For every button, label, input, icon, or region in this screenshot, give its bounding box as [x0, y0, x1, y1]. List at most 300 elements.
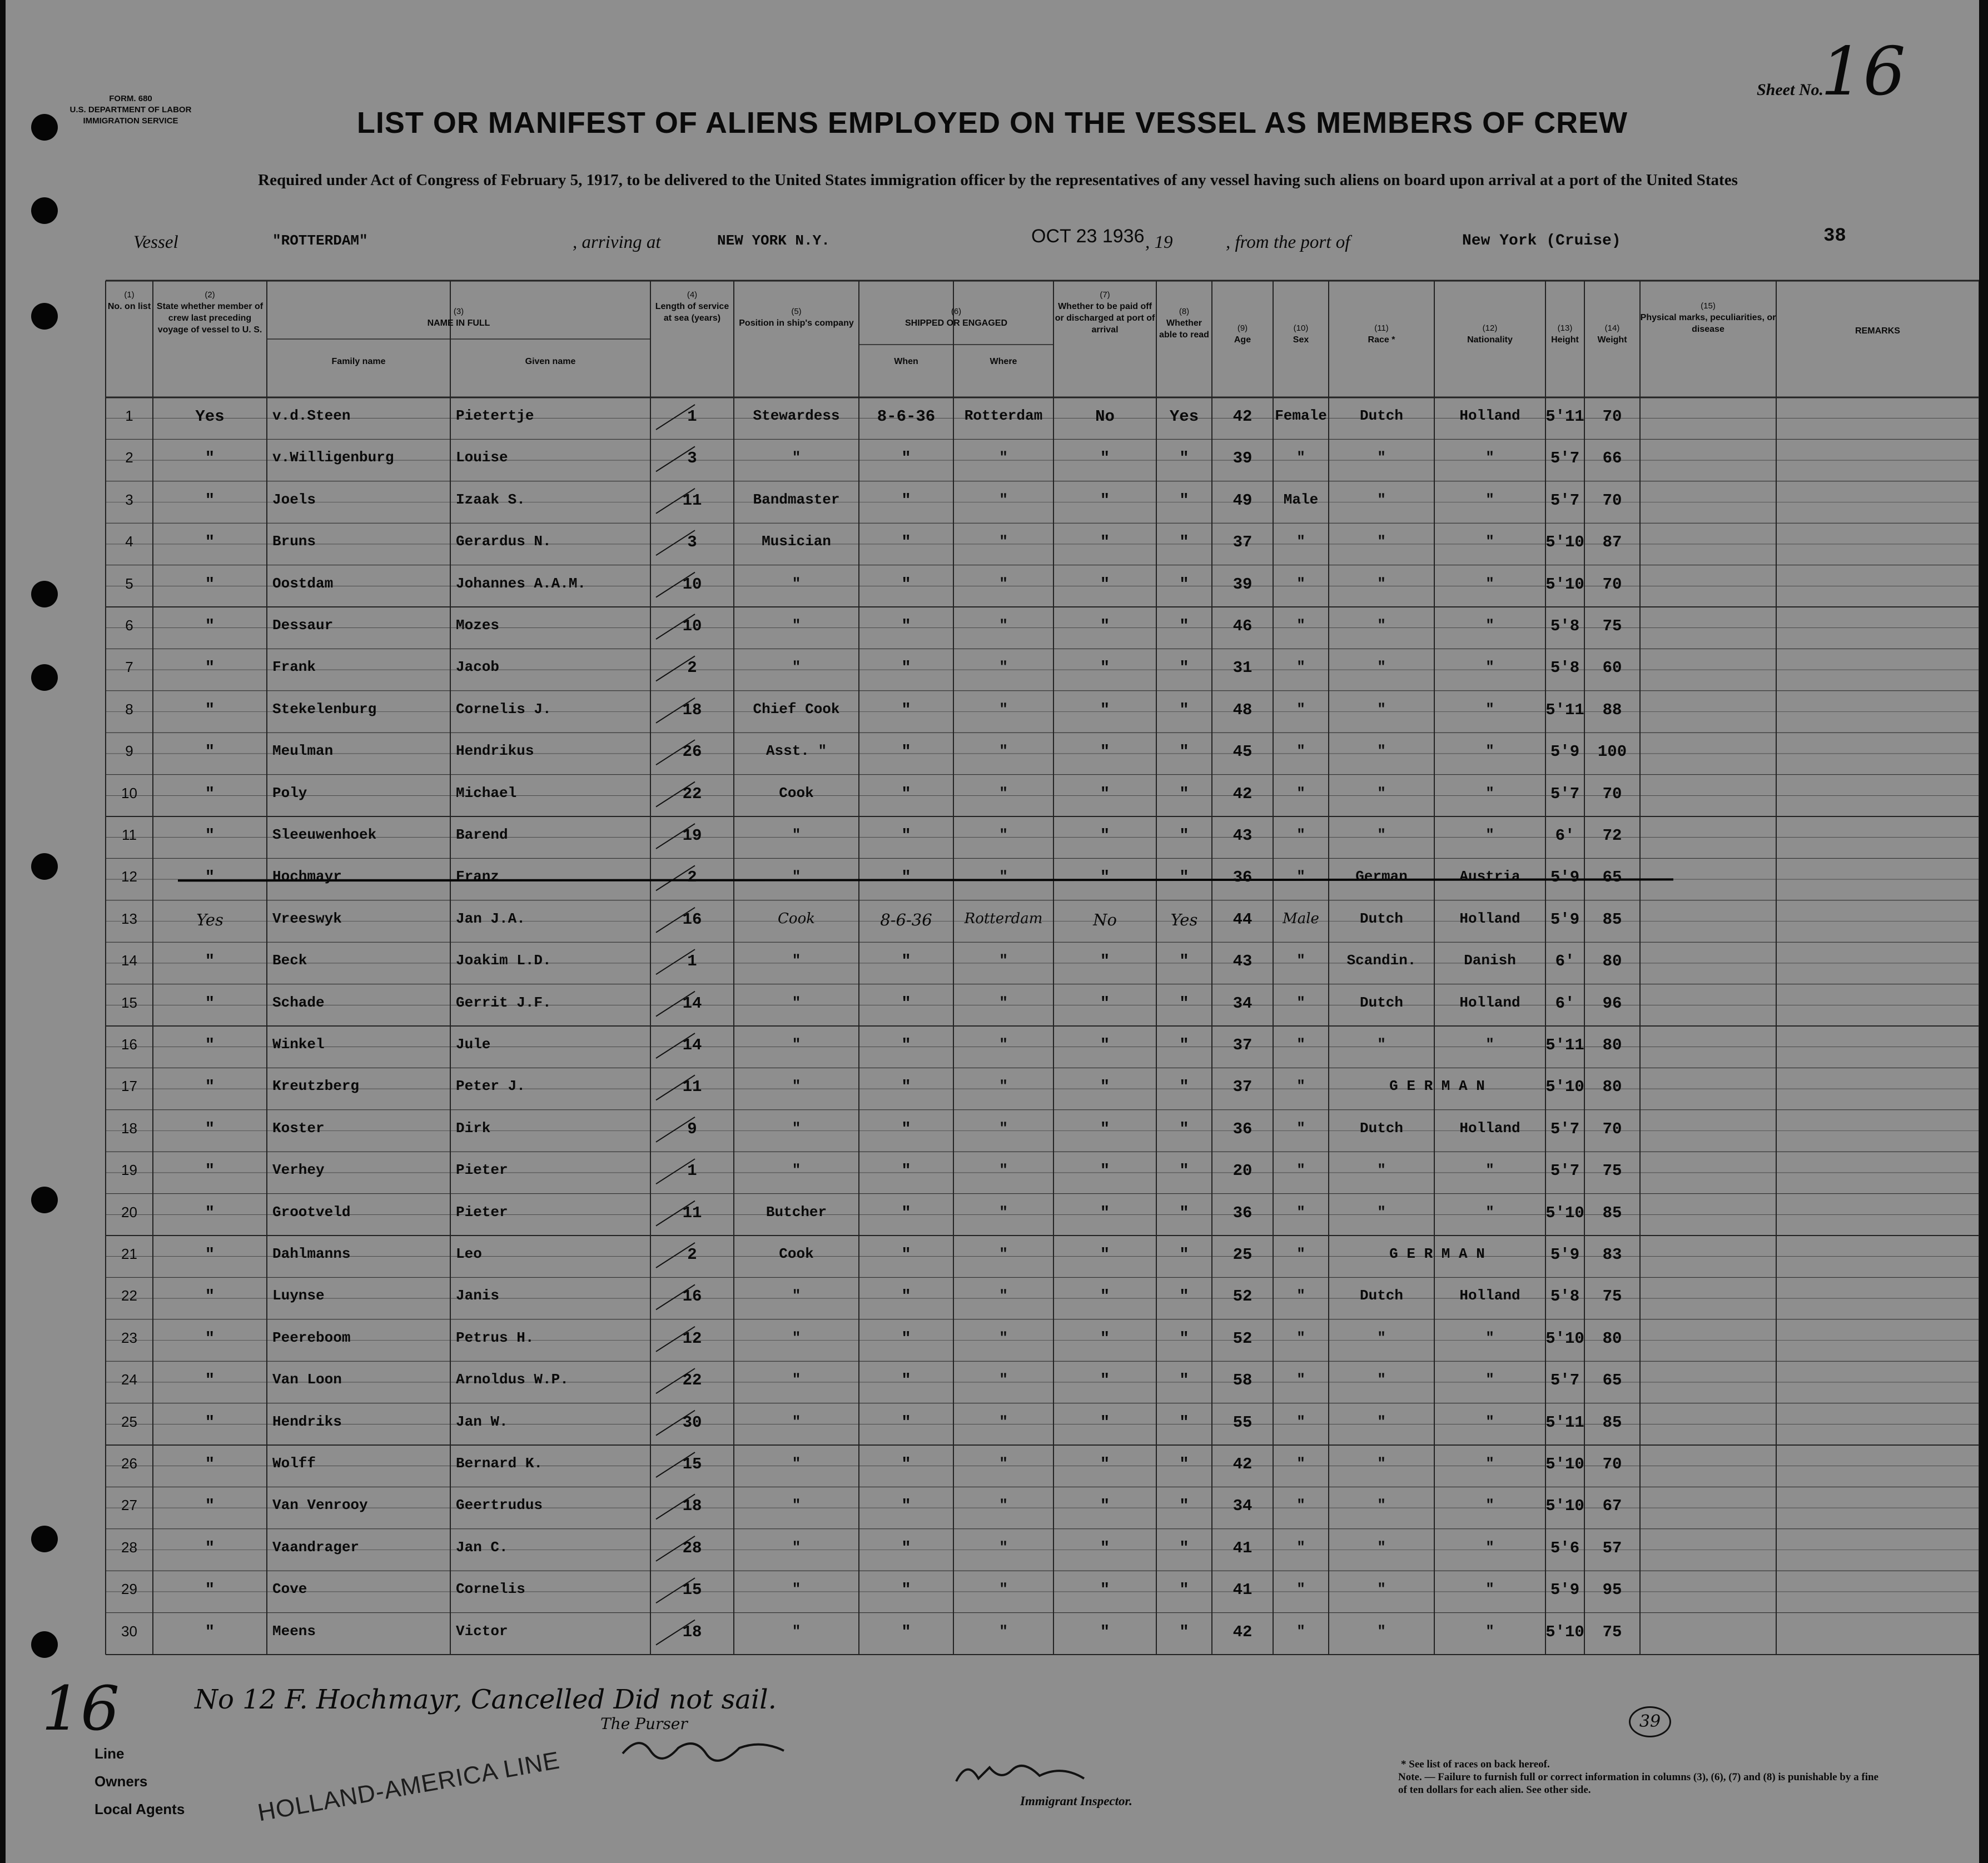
position: "	[792, 952, 801, 969]
column-number: (8)	[1179, 307, 1190, 316]
column-header	[106, 289, 153, 312]
given-name: Johannes A.A.M.	[456, 575, 587, 592]
shipped-where: "	[999, 575, 1008, 592]
column-title: When	[894, 357, 918, 366]
given-name: Joakim L.D.	[456, 952, 551, 969]
row-number: 12	[121, 868, 137, 885]
column-header	[267, 356, 450, 367]
row-number: 27	[121, 1497, 137, 1514]
paid-off: "	[1100, 491, 1110, 510]
shipped-when: "	[901, 1455, 911, 1473]
shipped-when: "	[901, 1119, 911, 1138]
row-number: 4	[125, 533, 133, 550]
family-name: Dahlmanns	[272, 1246, 351, 1262]
shipped-where: "	[999, 700, 1008, 718]
age: 41	[1232, 1538, 1253, 1557]
race: "	[1377, 743, 1386, 760]
family-name: v.d.Steen	[272, 407, 351, 424]
purser-label: The Purser	[600, 1715, 688, 1733]
row-number: 19	[121, 1162, 137, 1179]
sex: "	[1296, 1119, 1305, 1137]
given-name: Gerrit J.F.	[456, 994, 551, 1011]
height: 5'10	[1545, 1622, 1584, 1641]
sex: "	[1296, 1329, 1305, 1346]
shipped-when: "	[901, 1329, 911, 1348]
family-name: Cove	[272, 1581, 307, 1598]
column-number: (7)	[1100, 290, 1110, 300]
nationality: "	[1485, 1329, 1494, 1346]
given-name: Izaak S.	[456, 491, 525, 508]
shipped-where: "	[999, 1287, 1008, 1304]
given-name: Hendrikus	[456, 743, 534, 760]
paid-off: "	[1100, 994, 1110, 1013]
shipped-where: Rotterdam	[964, 407, 1043, 424]
able-to-read: "	[1179, 952, 1189, 971]
column-number: (10)	[1293, 323, 1309, 333]
height: 6'	[1555, 826, 1575, 845]
nationality: "	[1485, 1581, 1494, 1598]
race: "	[1377, 700, 1386, 718]
column-header	[1584, 322, 1640, 346]
previous-voyage: "	[205, 617, 215, 635]
arriving-port: NEW YORK N.Y.	[717, 232, 830, 249]
shipped-when: "	[901, 1162, 911, 1180]
page-subtitle: Required under Act of Congress of February 5, 1917, to be delivered to the United States immigration officer by the representatives of any vessel having such aliens on board upon arrival at a port of the United States	[258, 171, 1738, 189]
previous-voyage: "	[205, 1538, 215, 1557]
paid-off: "	[1100, 700, 1110, 719]
family-name: Meulman	[272, 743, 334, 760]
able-to-read: "	[1179, 826, 1189, 845]
sex: "	[1296, 533, 1305, 550]
shipped-when: "	[901, 1078, 911, 1097]
height: 5'10	[1545, 1329, 1584, 1348]
position: "	[792, 1036, 801, 1053]
column-header	[1212, 322, 1273, 346]
family-name: Koster	[272, 1119, 325, 1137]
able-to-read: "	[1179, 533, 1189, 552]
nationality: "	[1485, 784, 1494, 801]
race: Dutch	[1359, 1287, 1403, 1304]
column-header	[734, 306, 859, 329]
nationality: "	[1485, 743, 1494, 760]
height: 5'9	[1550, 868, 1580, 887]
position: "	[792, 1119, 801, 1137]
weight: 70	[1602, 575, 1622, 594]
previous-voyage: "	[205, 533, 215, 552]
arrival-date-stamp: OCT 23 1936	[1031, 226, 1145, 247]
family-name: Hendriks	[272, 1413, 342, 1430]
row-number: 15	[121, 994, 137, 1011]
height: 5'7	[1550, 449, 1580, 468]
position: "	[792, 868, 801, 885]
age: 49	[1232, 491, 1253, 510]
previous-voyage: "	[205, 743, 215, 761]
shipped-where: "	[999, 1497, 1008, 1514]
shipped-when: "	[901, 659, 911, 678]
owners-label: Owners	[95, 1773, 148, 1790]
shipped-when: "	[901, 826, 911, 845]
race: "	[1377, 575, 1386, 592]
margin-number: 16	[42, 1673, 120, 1744]
sheet-number: 16	[1821, 33, 1906, 111]
shipped-when: 8-6-36	[877, 407, 936, 426]
previous-voyage: "	[205, 1246, 215, 1264]
age: 34	[1232, 1497, 1253, 1516]
purser-signature	[617, 1731, 795, 1765]
nationality: Danish	[1464, 952, 1516, 969]
sex: "	[1296, 1162, 1305, 1179]
race: "	[1377, 1162, 1386, 1179]
position: "	[792, 1413, 801, 1430]
sex: "	[1296, 1078, 1305, 1095]
paid-off: "	[1100, 1246, 1110, 1264]
column-number: (15)	[1701, 301, 1716, 311]
given-name: Geertrudus	[456, 1497, 543, 1514]
age: 46	[1232, 617, 1253, 635]
paid-off: "	[1100, 449, 1110, 468]
shipped-where: "	[999, 994, 1008, 1011]
column-title: Where	[990, 357, 1017, 366]
given-name: Louise	[456, 449, 508, 466]
sex: "	[1296, 868, 1305, 885]
given-name: Dirk	[456, 1119, 491, 1137]
weight: 70	[1602, 491, 1622, 510]
column-title: Family name	[331, 357, 386, 366]
shipped-where: "	[999, 1455, 1008, 1472]
family-name: Vaandrager	[272, 1538, 360, 1556]
able-to-read: "	[1179, 1203, 1189, 1222]
service-label: IMMIGRATION SERVICE	[83, 116, 178, 126]
nationality: "	[1485, 1371, 1494, 1388]
height: 5'7	[1550, 491, 1580, 510]
shipped-when: "	[901, 1371, 911, 1390]
position: "	[792, 1538, 801, 1556]
row-number: 23	[121, 1329, 137, 1346]
paid-off: No	[1093, 910, 1117, 929]
sex: "	[1296, 784, 1305, 801]
column-header	[1545, 322, 1584, 346]
paid-off: "	[1100, 1162, 1110, 1180]
row-number: 20	[121, 1203, 137, 1221]
column-header	[1329, 322, 1434, 346]
weight: 67	[1602, 1497, 1622, 1516]
given-name: Cornelis J.	[456, 700, 551, 718]
able-to-read: "	[1179, 1246, 1189, 1264]
sex: "	[1296, 1371, 1305, 1388]
column-title: REMARKS	[1855, 326, 1900, 336]
able-to-read: "	[1179, 1078, 1189, 1097]
weight: 75	[1602, 1622, 1622, 1641]
column-title: State whether member of crew last preceding voyage of vessel to U. S.	[156, 302, 264, 335]
nationality: "	[1485, 826, 1494, 843]
position: "	[792, 1078, 801, 1095]
height: 5'9	[1550, 743, 1580, 761]
nationality: "	[1485, 1413, 1494, 1430]
column-header	[650, 289, 734, 324]
nationality: Holland	[1459, 1119, 1520, 1137]
given-name: Bernard K.	[456, 1455, 543, 1472]
height: 5'11	[1545, 1036, 1584, 1054]
column-header	[1776, 325, 1979, 337]
paid-off: "	[1100, 743, 1110, 761]
column-title: Length of service at sea (years)	[655, 302, 729, 323]
given-name: Barend	[456, 826, 508, 843]
given-name: Michael	[456, 784, 517, 801]
year-label: , 19	[1145, 232, 1173, 252]
column-header	[859, 306, 1053, 329]
previous-voyage: "	[205, 1203, 215, 1222]
position: "	[792, 826, 801, 843]
column-number: (14)	[1604, 323, 1620, 333]
position: "	[792, 1581, 801, 1598]
age: 44	[1232, 910, 1253, 929]
weight: 80	[1602, 1036, 1622, 1054]
line-label: Line	[95, 1745, 125, 1762]
shipped-when: "	[901, 994, 911, 1013]
previous-voyage: "	[205, 1581, 215, 1600]
column-title: Height	[1551, 335, 1579, 345]
inspector-signature	[951, 1756, 1117, 1790]
row-number: 25	[121, 1413, 137, 1430]
race: "	[1377, 659, 1386, 676]
weight: 70	[1602, 784, 1622, 803]
race: Dutch	[1359, 407, 1403, 424]
weight: 87	[1602, 533, 1622, 552]
height: 5'11	[1545, 1413, 1584, 1432]
position: Cook	[778, 910, 815, 927]
weight: 88	[1602, 700, 1622, 719]
service-years: 11	[682, 1078, 702, 1097]
weight: 70	[1602, 407, 1622, 426]
service-years: 18	[682, 1622, 702, 1641]
sex: "	[1296, 1455, 1305, 1472]
column-header	[953, 356, 1053, 367]
column-number: (6)	[951, 307, 962, 316]
shipped-when: "	[901, 700, 911, 719]
previous-voyage: "	[205, 575, 215, 594]
shipped-where: "	[999, 1119, 1008, 1137]
service-years: 22	[682, 1371, 702, 1390]
column-header	[1156, 306, 1212, 341]
column-header	[267, 306, 650, 329]
height: 5'6	[1550, 1538, 1580, 1557]
weight: 80	[1602, 952, 1622, 971]
service-years: 3	[687, 449, 697, 468]
paid-off: "	[1100, 575, 1110, 594]
service-years: 26	[682, 743, 702, 761]
family-name: Dessaur	[272, 617, 334, 634]
able-to-read: "	[1179, 1371, 1189, 1390]
page-count: 38	[1823, 226, 1846, 247]
given-name: Franz	[456, 868, 500, 885]
shipped-when: "	[901, 1036, 911, 1054]
shipped-where: "	[999, 1162, 1008, 1179]
row-number: 7	[125, 659, 133, 676]
weight: 72	[1602, 826, 1622, 845]
paid-off: "	[1100, 533, 1110, 552]
able-to-read: "	[1179, 784, 1189, 803]
shipped-when: "	[901, 868, 911, 887]
shipped-where: "	[999, 1246, 1008, 1262]
column-title: No. on list	[107, 302, 151, 311]
race: "	[1377, 1371, 1386, 1388]
family-name: Van Loon	[272, 1371, 342, 1388]
age: 43	[1232, 952, 1253, 971]
column-number: (1)	[124, 290, 135, 300]
height: 5'7	[1550, 1162, 1580, 1180]
height: 5'10	[1545, 1203, 1584, 1222]
weight: 96	[1602, 994, 1622, 1013]
nationality: "	[1485, 1455, 1494, 1472]
age: 36	[1232, 1203, 1253, 1222]
previous-voyage: "	[205, 868, 215, 887]
row-number: 29	[121, 1581, 137, 1598]
vessel-label: Vessel	[133, 232, 178, 252]
race: Dutch	[1359, 1119, 1403, 1137]
nationality: "	[1485, 1036, 1494, 1053]
given-name: Peter J.	[456, 1078, 525, 1095]
nationality: "	[1485, 1203, 1494, 1221]
position: "	[792, 575, 801, 592]
race: Scandin.	[1346, 952, 1417, 969]
height: 6'	[1555, 952, 1575, 971]
race: "	[1377, 1329, 1386, 1346]
sex: "	[1296, 1287, 1305, 1304]
column-title: Whether able to read	[1159, 318, 1209, 340]
position: "	[792, 449, 801, 466]
service-years: 16	[682, 1287, 702, 1306]
weight: 100	[1597, 743, 1627, 761]
paid-off: "	[1100, 1455, 1110, 1473]
able-to-read: "	[1179, 1455, 1189, 1473]
height: 5'10	[1545, 1455, 1584, 1473]
height: 5'10	[1545, 1497, 1584, 1516]
height: 5'9	[1550, 910, 1580, 929]
family-name: Van Venrooy	[272, 1497, 368, 1514]
given-name: Jan C.	[456, 1538, 508, 1556]
previous-voyage: "	[205, 1497, 215, 1516]
shipped-where: "	[999, 659, 1008, 676]
sex: "	[1296, 952, 1305, 969]
sex: "	[1296, 1413, 1305, 1430]
shipped-when: "	[901, 1203, 911, 1222]
age: 42	[1232, 1455, 1253, 1473]
paid-off: "	[1100, 1119, 1110, 1138]
able-to-read: "	[1179, 617, 1189, 635]
row-number: 13	[121, 910, 137, 927]
column-title: SHIPPED OR ENGAGED	[904, 318, 1008, 328]
race: Dutch	[1359, 910, 1403, 927]
age: 45	[1232, 743, 1253, 761]
service-years: 3	[687, 533, 697, 552]
row-number: 21	[121, 1246, 137, 1262]
family-name: Joels	[272, 491, 316, 508]
shipped-when: "	[901, 491, 911, 510]
age: 41	[1232, 1581, 1253, 1600]
service-years: 22	[682, 784, 702, 803]
shipped-where: "	[999, 784, 1008, 801]
weight: 65	[1602, 1371, 1622, 1390]
height: 6'	[1555, 994, 1575, 1013]
service-years: 14	[682, 1036, 702, 1054]
sex: "	[1296, 994, 1305, 1011]
previous-voyage: "	[205, 1287, 215, 1306]
previous-voyage: "	[205, 1119, 215, 1138]
column-title: Sex	[1293, 335, 1309, 345]
column-title: Position in ship's company	[739, 318, 854, 328]
paid-off: "	[1100, 868, 1110, 887]
sex: "	[1296, 1538, 1305, 1556]
given-name: Pietertje	[456, 407, 534, 424]
nationality: "	[1485, 1622, 1494, 1640]
column-header	[1053, 289, 1156, 336]
service-years: 30	[682, 1413, 702, 1432]
previous-voyage: "	[205, 1413, 215, 1432]
age: 37	[1232, 1036, 1253, 1054]
able-to-read: "	[1179, 743, 1189, 761]
sex: "	[1296, 1581, 1305, 1598]
position: "	[792, 1287, 801, 1304]
weight: 65	[1602, 868, 1622, 887]
shipped-where: Rotterdam	[964, 910, 1043, 927]
vessel-name: "ROTTERDAM"	[272, 232, 368, 249]
race: "	[1377, 1455, 1386, 1472]
column-header	[1640, 300, 1776, 335]
previous-voyage: "	[205, 449, 215, 468]
given-name: Arnoldus W.P.	[456, 1371, 569, 1388]
race: "	[1377, 491, 1386, 508]
position: "	[792, 1329, 801, 1346]
shipped-where: "	[999, 1329, 1008, 1346]
race: "	[1377, 826, 1386, 843]
race: "	[1377, 617, 1386, 634]
service-years: 10	[682, 617, 702, 635]
previous-voyage: "	[205, 952, 215, 971]
sex: "	[1296, 659, 1305, 676]
given-name: Cornelis	[456, 1581, 525, 1598]
family-name: Verhey	[272, 1162, 325, 1179]
row-number: 18	[121, 1119, 137, 1137]
shipped-when: "	[901, 1538, 911, 1557]
age: 48	[1232, 700, 1253, 719]
family-name: Grootveld	[272, 1203, 351, 1221]
previous-voyage: "	[205, 1622, 215, 1641]
weight: 83	[1602, 1246, 1622, 1264]
column-header	[1273, 322, 1329, 346]
family-name: Bruns	[272, 533, 316, 550]
paid-off: "	[1100, 1581, 1110, 1600]
shipped-when: "	[901, 1497, 911, 1516]
service-years: 2	[687, 868, 697, 887]
nationality: "	[1485, 659, 1494, 676]
family-name: Kreutzberg	[272, 1078, 360, 1095]
service-years: 11	[682, 1203, 702, 1222]
given-name: Janis	[456, 1287, 500, 1304]
sex: "	[1296, 743, 1305, 760]
family-name: Vreeswyk	[272, 910, 342, 927]
weight: 70	[1602, 1455, 1622, 1473]
sex: "	[1296, 1622, 1305, 1640]
sheet-number-label: Sheet No.	[1757, 81, 1823, 99]
height: 5'7	[1550, 1371, 1580, 1390]
nationality: "	[1485, 617, 1494, 634]
paid-off: "	[1100, 1329, 1110, 1348]
from-port-label: , from the port of	[1226, 232, 1350, 252]
given-name: Mozes	[456, 617, 500, 634]
age: 31	[1232, 659, 1253, 678]
service-years: 16	[682, 910, 702, 929]
able-to-read: "	[1179, 575, 1189, 594]
